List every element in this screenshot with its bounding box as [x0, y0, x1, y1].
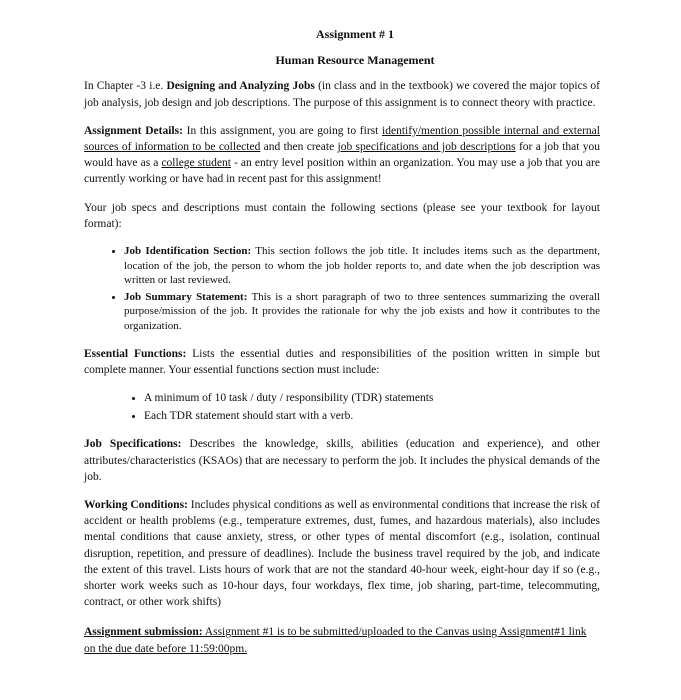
tdr-requirements-list	[84, 390, 600, 424]
required-sections-list	[84, 244, 600, 334]
section-label: Job Summary Statement:	[124, 290, 248, 303]
submission-text: Assignment #1 is to be submitted/uploaded to the Canvas using Assignment#1 link on the due date before 11:59:00pm.	[84, 626, 587, 655]
specs-text: Describes the knowledge, skills, abilities (education and experience), and other attributes/characteristics (KSAOs) that are necessary to perform the job. It includes the physical demands of the job.	[84, 438, 600, 483]
essential-text: Lists the essential duties and responsibilities of the position written in simple but complete manner. Your essential functions section must include:	[84, 347, 600, 376]
list-item: • A minimum of 10 task / duty / responsibility (TDR) statements	[144, 390, 600, 406]
section-label: Job Identification Section:	[124, 245, 252, 258]
essential-label: Essential Functions:	[84, 347, 187, 360]
details-text-3: for a job that you would have as a	[84, 141, 600, 170]
section-text: This section follows the job title. It includes items such as the department, location of the job, the person to whom the job holder reports to, and date when the job description was written or last reviewed.	[124, 245, 600, 287]
working-text: Includes physical conditions as well as environmental conditions that increase the risk of accident or health problems (e.g., temperature extremes, dust, fumes, and hazardous materials), also includes mental conditions that cause anxiety, stress, or other types of mental discomfort (e.g., isolation, continual disruption, repetition, and pressure of deadlines). Include the business travel required by the job, and indicate the extent of this travel. Lists hours of work that are not the standard 40-hour week, eight-hour day if so (e.g., shorter work weeks such as 10-hour days, four workdays, flex time, job sharing, part-time, telecommuting, contract, or other work shifts)	[84, 499, 600, 609]
document-title: Assignment # 1	[315, 27, 394, 41]
details-underline-specs: job specifications and job descriptions	[337, 141, 516, 154]
intro-paragraph	[84, 78, 600, 110]
assignment-submission-paragraph	[84, 624, 600, 656]
details-underline-sources: identify/mention possible internal and external sources of information to be collected	[84, 124, 600, 154]
assignment-details-paragraph	[84, 123, 600, 188]
assignment-document	[84, 26, 600, 669]
intro-text-2: (in class and in the textbook) we covered the major topics of job analysis, job design and job descriptions. The purpose of this assignment is to connect theory with practice.	[84, 80, 600, 109]
list-item	[124, 290, 600, 334]
working-label: Working Conditions:	[84, 499, 188, 512]
sections-intro-paragraph: Your job specs and descriptions must contain the following sections (please see your textbook for layout format):	[84, 201, 600, 230]
details-text-1: In this assignment, you are going to first	[182, 124, 383, 137]
list-item	[124, 244, 600, 288]
section-text: This is a short paragraph of two to three sentences summarizing the overall purpose/mission of the job. It provides the rationale for why the job exists and how it contributes to the organization.	[124, 290, 600, 332]
essential-functions-paragraph	[84, 346, 600, 378]
details-underline-student: college student	[161, 157, 231, 170]
submission-label: Assignment submission:	[84, 626, 203, 639]
details-text-2: and then create	[260, 141, 338, 154]
details-label: Assignment Details:	[84, 124, 183, 137]
specs-label: Job Specifications:	[84, 438, 182, 451]
intro-text-1: In Chapter -3 i.e.	[84, 80, 167, 93]
chapter-title: Designing and Analyzing Jobs	[166, 80, 315, 93]
list-item: • Each TDR statement should start with a verb.	[144, 408, 600, 424]
details-text-4: - an entry level position within an organization. You may use a job that you are currently working or have had in recent past for this assignment!	[84, 157, 600, 186]
working-conditions-paragraph	[84, 497, 600, 610]
job-specifications-paragraph	[84, 436, 600, 485]
document-subtitle: Human Resource Management	[275, 53, 435, 68]
